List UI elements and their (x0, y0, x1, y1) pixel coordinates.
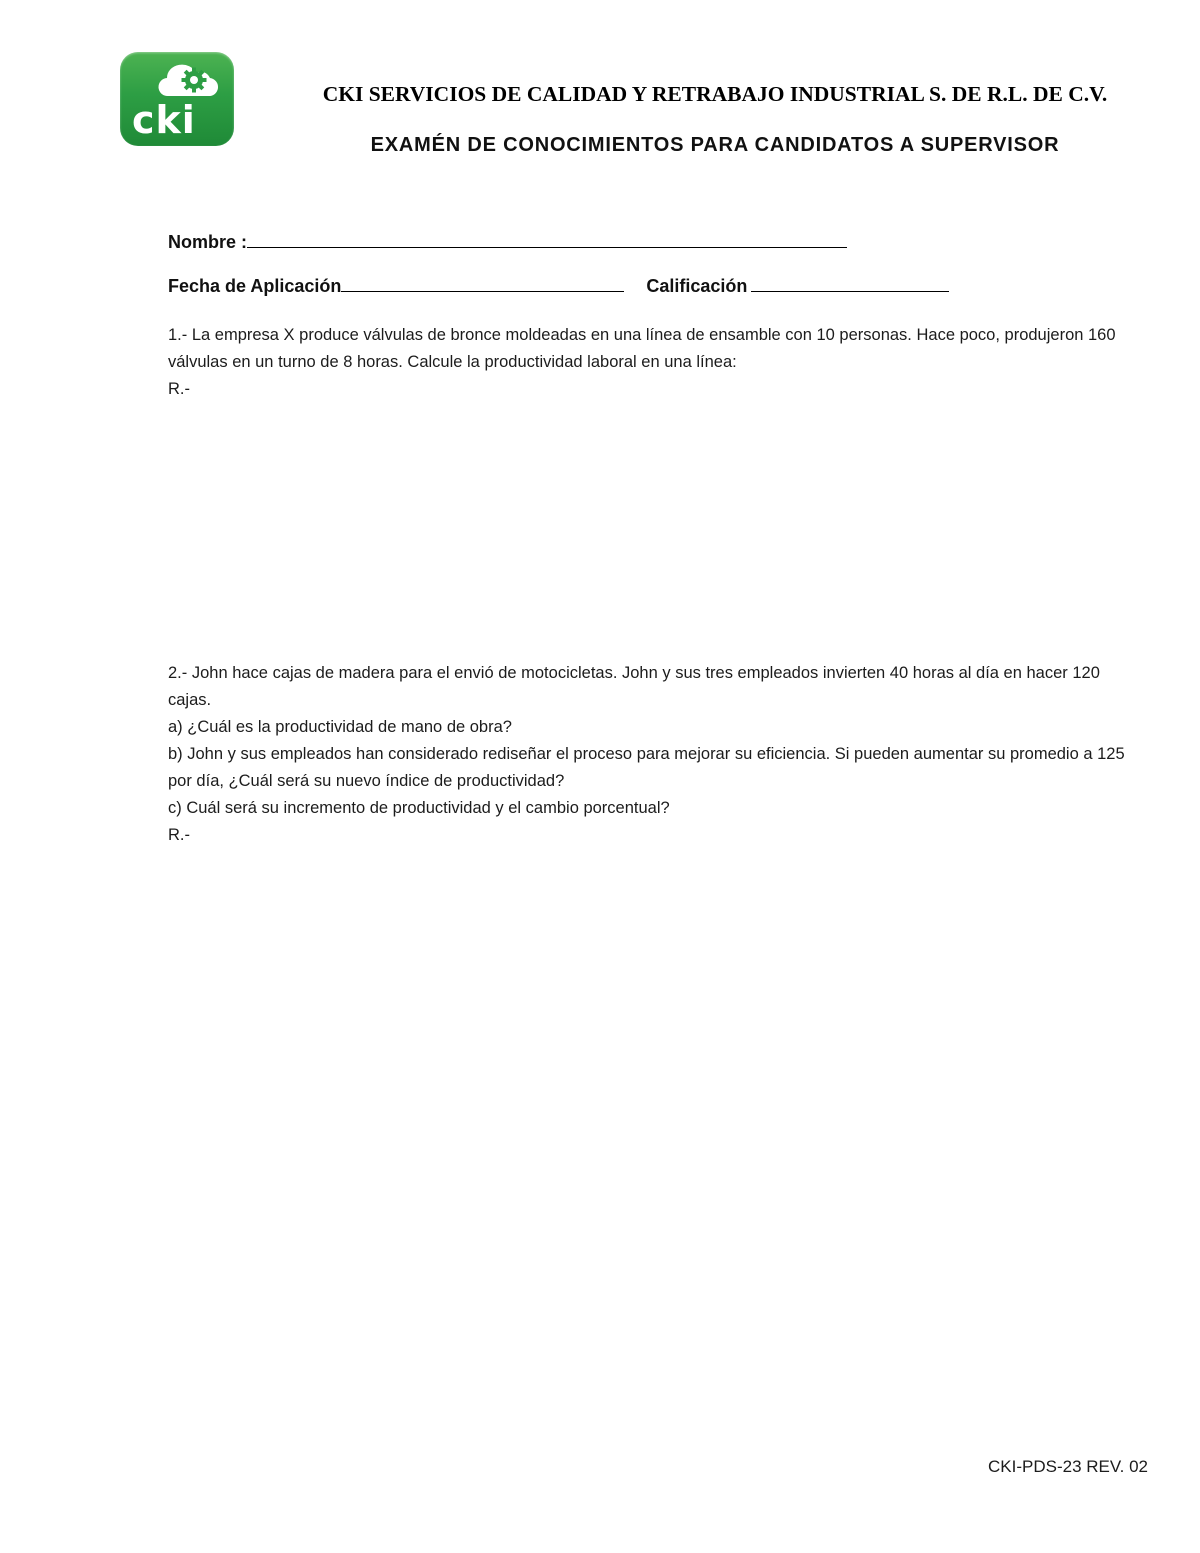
cki-logo (120, 52, 234, 146)
question-2-item-a: a) ¿Cuál es la productividad de mano de obra? (168, 718, 512, 736)
logo-text: cki (132, 98, 196, 142)
date-grade-field-line (168, 273, 1145, 300)
document-code: CKI-PDS-23 REV. 02 (988, 1457, 1148, 1476)
date-label: Fecha de Aplicación (168, 276, 342, 296)
exam-title: EXAMÉN DE CONOCIMIENTOS PARA CANDIDATOS A SUPERVISOR (370, 134, 1060, 156)
grade-label: Calificación (646, 276, 748, 296)
grade-blank-line (751, 275, 949, 292)
question-2 (168, 660, 1145, 849)
company-title: CKI SERVICIOS DE CALIDAD Y RETRABAJO INDUSTRIAL S. DE R.L. DE C.V. (322, 82, 1108, 106)
date-blank-line (341, 275, 624, 292)
name-label: Nombre : (168, 232, 248, 252)
question-1-text: 1.- La empresa X produce válvulas de bronce moldeadas en una línea de ensamble con 10 personas. Hace poco, produjeron 160 válvulas en un turno de 8 horas. Calcule la productividad laboral en una línea: (168, 326, 1116, 371)
question-2-item-c: c) Cuál será su incremento de productividad y el cambio porcentual? (168, 799, 670, 817)
name-field-line (168, 229, 1145, 256)
name-blank-line (247, 231, 847, 248)
question-2-item-b: b) John y sus empleados han considerado rediseñar el proceso para mejorar su eficiencia. Si pueden aumentar su promedio a 125 por día, ¿Cuál será su nuevo índice de productividad? (168, 745, 1125, 790)
document-header (290, 82, 1140, 157)
question-1 (168, 322, 1145, 403)
question-2-intro: 2.- John hace cajas de madera para el envió de motocicletas. John y sus tres empleados invierten 40 horas al día en hacer 120 cajas. (168, 664, 1100, 709)
question-1-answer-label: R.- (168, 380, 190, 398)
question-2-answer-label: R.- (168, 826, 190, 844)
document-body (168, 225, 1145, 849)
